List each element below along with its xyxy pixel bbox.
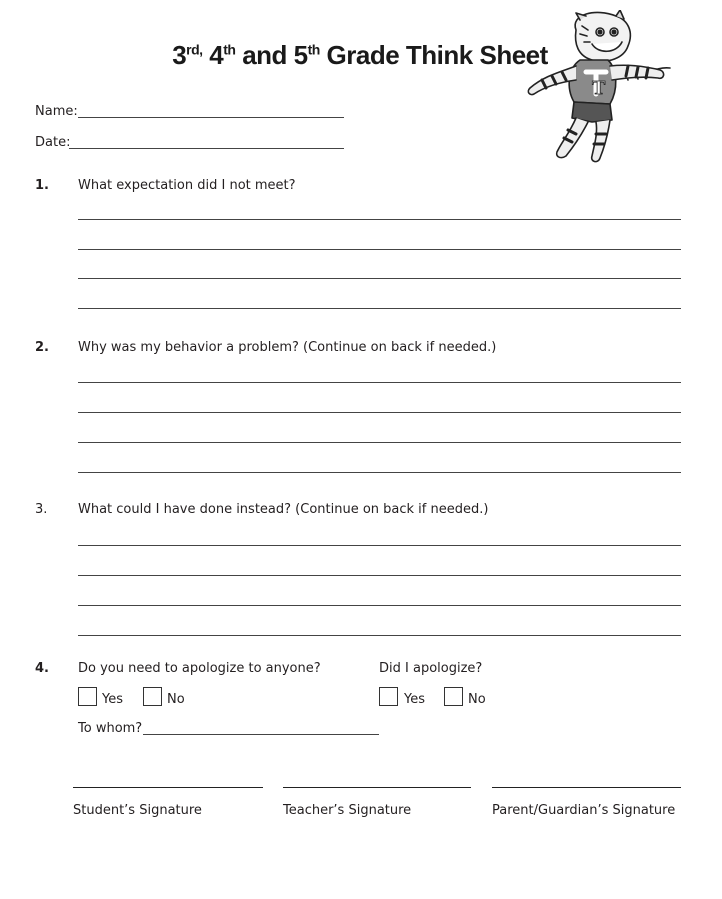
answer-line[interactable]	[78, 278, 681, 279]
answer-line[interactable]	[78, 605, 681, 606]
answer-line[interactable]	[78, 249, 681, 250]
did-apologize-no-checkbox[interactable]	[444, 687, 463, 706]
answer-line[interactable]	[78, 219, 681, 220]
answer-line[interactable]	[78, 635, 681, 636]
need-apologize-yes-checkbox[interactable]	[78, 687, 97, 706]
question-4-text: Do you need to apologize to anyone?	[78, 661, 321, 676]
apologized-question: Did I apologize?	[379, 661, 483, 676]
tiger-mascot-illustration	[524, 10, 676, 166]
answer-line[interactable]	[78, 575, 681, 576]
student-signature-line[interactable]	[73, 787, 263, 788]
question-1-number: 1.	[35, 178, 49, 193]
question-3-text: What could I have done instead? (Continue on back if needed.)	[78, 502, 489, 517]
question-1-text: What expectation did I not meet?	[78, 178, 296, 193]
question-3-number: 3.	[35, 502, 48, 517]
answer-line[interactable]	[78, 308, 681, 309]
page-title: $3^{rd,}$ 4th and 5th Grade Think Sheet	[172, 40, 548, 70]
did-apologize-yes-checkbox[interactable]	[379, 687, 398, 706]
parent-signature-line[interactable]	[492, 787, 681, 788]
answer-line[interactable]	[78, 382, 681, 383]
student-signature-label: Student’s Signature	[73, 803, 202, 818]
question-2-number: 2.	[35, 340, 49, 355]
yes-label: Yes	[404, 692, 425, 707]
no-label: No	[468, 692, 486, 707]
question-2-text: Why was my behavior a problem? (Continue on back if needed.)	[78, 340, 497, 355]
date-field-line[interactable]	[69, 148, 344, 149]
to-whom-label: To whom?	[78, 721, 143, 736]
answer-line[interactable]	[78, 472, 681, 473]
answer-line[interactable]	[78, 545, 681, 546]
answer-line[interactable]	[78, 442, 681, 443]
date-label: Date:	[35, 135, 71, 150]
name-label: Name:	[35, 104, 78, 119]
to-whom-field-line[interactable]	[143, 734, 379, 735]
teacher-signature-line[interactable]	[283, 787, 471, 788]
question-4-number: 4.	[35, 661, 49, 676]
no-label: No	[167, 692, 185, 707]
need-apologize-no-checkbox[interactable]	[143, 687, 162, 706]
name-field-line[interactable]	[78, 117, 344, 118]
teacher-signature-label: Teacher’s Signature	[283, 803, 412, 818]
answer-line[interactable]	[78, 412, 681, 413]
parent-signature-label: Parent/Guardian’s Signature	[492, 803, 676, 818]
shirt-letter: T	[592, 77, 606, 99]
yes-label: Yes	[102, 692, 123, 707]
